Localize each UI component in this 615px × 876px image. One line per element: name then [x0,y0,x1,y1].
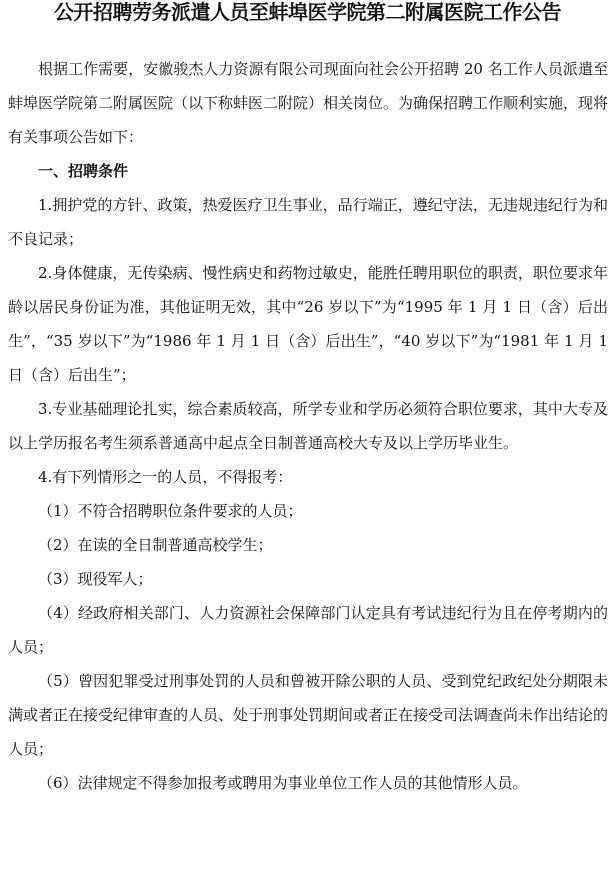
exclusion-item-2: （2）在读的全日制普通高校学生； [38,536,273,554]
exclusion-item-3: （3）现役军人； [38,570,153,588]
condition-item-1: 1.拥护党的方针、政策，热爱医疗卫生事业，品行端正，遵纪守法，无违规违纪行为和不良记录； [8,196,608,248]
condition-item-4: 4.有下列情形之一的人员，不得报考： [38,468,293,486]
document-body [8,52,608,800]
page-title: 公开招聘劳务派遣人员至蚌埠医学院第二附属医院工作公告 [54,0,561,24]
exclusion-item-5: （5）曾因犯罪受过刑事处罚的人员和曾被开除公职的人员、受到党纪政纪处分期限未满或者正在接受纪律审查的人员、处于刑事处罚期间或者正在接受司法调查尚未作出结论的人员； [8,672,609,758]
exclusion-item-6: （6）法律规定不得参加报考或聘用为事业单位工作人员的其他情形人员。 [38,774,528,792]
exclusion-item-4: （4）经政府相关部门、人力资源社会保障部门认定具有考试违纪行为且在停考期内的人员； [8,604,608,656]
intro-paragraph: 根据工作需要，安徽骏杰人力资源有限公司现面向社会公开招聘 20 名工作人员派遣至蚌埠医学院第二附属医院（以下称蚌医二附院）相关岗位。为确保招聘工作顺利实施，现将有关事项公告如下： [8,60,609,146]
condition-item-3: 3.专业基础理论扎实，综合素质较高，所学专业和学历必须符合职位要求，其中大专及以上学历报名考生须系普通高中起点全日制普通高校大专及以上学历毕业生。 [8,400,608,452]
condition-item-2: 2.身体健康，无传染病、慢性病史和药物过敏史，能胜任聘用职位的职责，职位要求年龄以居民身份证为准，其他证明无效，其中“26 岁以下”为“1995 年 1 月 1 日（含）后出生”，“35 岁以下”为“1986 年 1 月 1 日（含）后出生”，“40 岁以下”为“1981 年 1 月 1 日（含）后出生”； [8,264,608,384]
exclusion-item-1: （1）不符合招聘职位条件要求的人员； [38,502,303,520]
section-heading-conditions: 一、招聘条件 [38,162,129,180]
